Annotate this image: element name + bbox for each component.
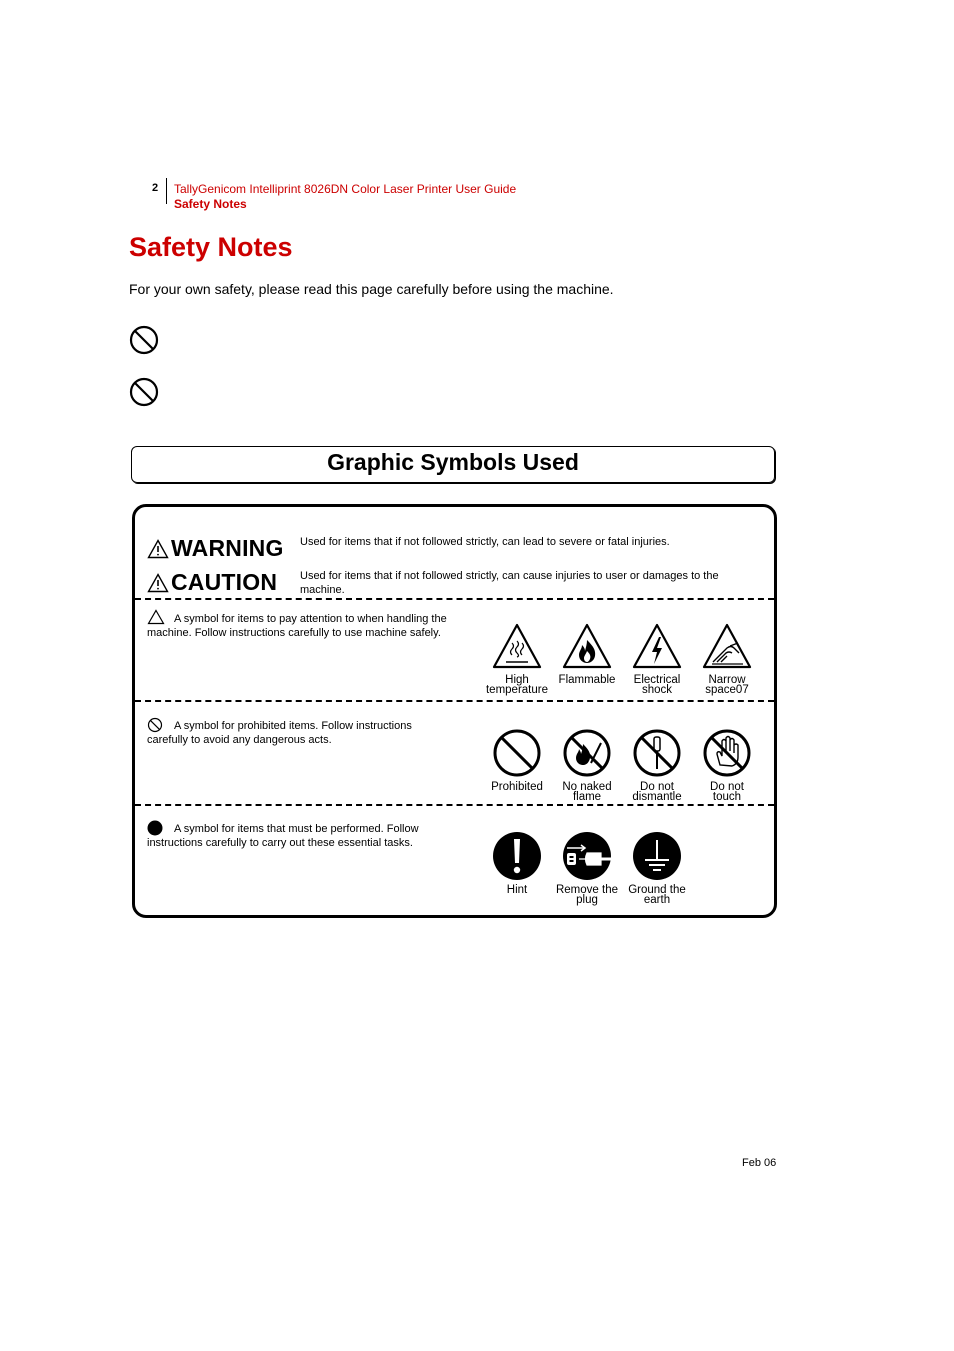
flammable-icon bbox=[561, 621, 613, 673]
caution-triangle-icon bbox=[147, 573, 169, 593]
do-not-touch-icon bbox=[701, 727, 753, 779]
intro-text: For your own safety, please read this page carefully before using the machine. bbox=[129, 281, 614, 297]
divider bbox=[135, 598, 774, 600]
icon-caption: Hint bbox=[506, 884, 528, 896]
narrow-space-icon bbox=[701, 621, 753, 673]
icon-caption: Remove the plug bbox=[555, 884, 618, 906]
icon-caption: Do not dismantle bbox=[632, 781, 682, 803]
prohibited-description: A symbol for prohibited items. Follow instructions carefully to avoid any dangerous acts. bbox=[147, 720, 412, 746]
warning-signal bbox=[147, 535, 284, 562]
do-not-dismantle-icon bbox=[631, 727, 683, 779]
page-number: 2 bbox=[152, 182, 159, 194]
prohibited-icon bbox=[491, 727, 543, 779]
document-title: TallyGenicom Intelliprint 8026DN Color Laser Printer User Guide bbox=[174, 182, 517, 196]
prohibited-icon bbox=[129, 377, 159, 407]
electrical-shock-icon bbox=[631, 621, 683, 673]
icon-caption: No naked flame bbox=[562, 781, 612, 803]
divider bbox=[135, 700, 774, 702]
icon-caption: Prohibited bbox=[491, 781, 543, 793]
footer-date: Feb 06 bbox=[742, 1157, 777, 1169]
hint-icon bbox=[491, 830, 543, 882]
remove-plug-icon bbox=[561, 830, 613, 882]
icon-caption: High temperature bbox=[485, 674, 548, 696]
icon-caption: Electrical shock bbox=[633, 674, 681, 696]
section-banner bbox=[131, 446, 775, 483]
divider bbox=[135, 804, 774, 806]
icon-caption: Narrow space07 bbox=[705, 674, 749, 696]
attention-description: A symbol for items to pay attention to when handling the machine. Follow instructions carefully to use machine safely. bbox=[147, 613, 447, 639]
caution-signal bbox=[147, 569, 277, 596]
icon-caption: Flammable bbox=[558, 674, 616, 686]
section-name: Safety Notes bbox=[174, 197, 247, 211]
warning-description: Used for items that if not followed strictly, can lead to severe or fatal injuries. bbox=[300, 536, 670, 548]
high-temperature-icon bbox=[491, 621, 543, 673]
header-divider bbox=[166, 178, 167, 204]
ground-earth-icon bbox=[631, 830, 683, 882]
page-title: Safety Notes bbox=[129, 232, 293, 262]
symbols-box bbox=[132, 504, 777, 918]
mandatory-description: A symbol for items that must be performed. Follow instructions carefully to carry out these essential tasks. bbox=[147, 823, 419, 849]
warning-label: WARNING bbox=[171, 535, 284, 561]
warning-triangle-icon bbox=[147, 539, 169, 559]
banner-title: Graphic Symbols Used bbox=[327, 449, 579, 475]
icon-caption: Do not touch bbox=[710, 781, 744, 803]
icon-caption: Ground the earth bbox=[628, 884, 686, 906]
no-naked-flame-icon bbox=[561, 727, 613, 779]
prohibited-icon bbox=[129, 325, 159, 355]
caution-label: CAUTION bbox=[171, 569, 278, 595]
caution-description: Used for items that if not followed strictly, can cause injuries to user or damages to the machine. bbox=[300, 570, 719, 596]
